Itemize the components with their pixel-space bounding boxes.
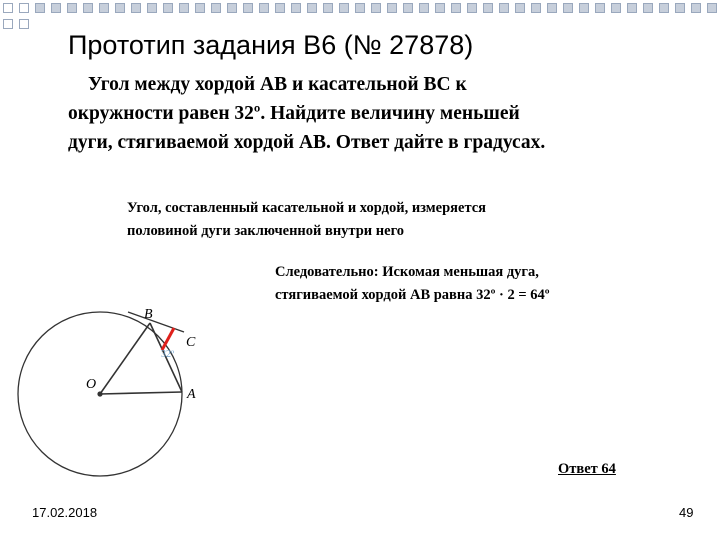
decorative-square [660, 4, 669, 13]
solution-line-1: Следовательно: Искомая меньшая дуга, [275, 264, 539, 280]
angle-label: 32º [161, 349, 175, 360]
decorative-square [612, 4, 621, 13]
decorative-square [404, 4, 413, 13]
decorative-square [68, 4, 77, 13]
decorative-square-row [36, 4, 717, 13]
decorative-square [196, 4, 205, 13]
decorative-square [532, 4, 541, 13]
decorative-square [308, 4, 317, 13]
solution-line-2: стягиваемой хордой AB равна 32º · 2 = 64º [275, 287, 550, 303]
decorative-square [180, 4, 189, 13]
decorative-square [116, 4, 125, 13]
decorative-square [596, 4, 605, 13]
decorative-square [484, 4, 493, 13]
decorative-square [292, 4, 301, 13]
problem-line-3: дуги, стягиваемой хордой AB. Ответ дайте в градусах. [68, 132, 546, 153]
segment-ob [100, 323, 150, 394]
decorative-square [228, 4, 237, 13]
decorative-square [84, 4, 93, 13]
decorative-square [324, 4, 333, 13]
decorative-square [52, 4, 61, 13]
decorative-square [692, 4, 701, 13]
decorative-square [436, 4, 445, 13]
decorative-square [388, 4, 397, 13]
decorative-square [132, 4, 141, 13]
decorative-square [676, 4, 685, 13]
decorative-square [516, 4, 525, 13]
label-o: O [86, 377, 97, 392]
theorem-note [127, 197, 486, 243]
segment-oa [100, 392, 182, 394]
decorative-square [564, 4, 573, 13]
decorative-square [420, 4, 429, 13]
label-c: C [186, 335, 196, 350]
problem-statement [68, 70, 708, 157]
decorative-square [164, 4, 173, 13]
center-point [97, 391, 102, 396]
decorative-square [148, 4, 157, 13]
decorative-square [708, 4, 717, 13]
slide-title: Прототип задания B6 (№ 27878) [68, 30, 474, 60]
solution-text [275, 261, 550, 307]
decorative-square [276, 4, 285, 13]
decorative-square [260, 4, 269, 13]
decorative-square [212, 4, 221, 13]
tangent-bc [128, 312, 184, 332]
decorative-square [36, 4, 45, 13]
geometry-figure [0, 290, 240, 510]
decorative-square [644, 4, 653, 13]
note-line-2: половиной дуги заключенной внутри него [127, 223, 405, 239]
angle-mark [162, 328, 174, 350]
slide-number: 49 [679, 505, 694, 520]
decorative-square [340, 4, 349, 13]
decorative-square [580, 4, 589, 13]
decorative-square [356, 4, 365, 13]
label-b: B [144, 307, 153, 322]
slide-date: 17.02.2018 [32, 505, 98, 520]
decorative-square [244, 4, 253, 13]
decorative-square [468, 4, 477, 13]
answer: Ответ 64 [558, 461, 616, 477]
problem-line-1: Угол между хордой AB и касательной BC к [88, 74, 467, 95]
decorative-square [372, 4, 381, 13]
problem-line-2: окружности равен 32º. Найдите величину меньшей [68, 103, 520, 124]
decorative-square [452, 4, 461, 13]
note-line-1: Угол, составленный касательной и хордой, измеряется [127, 200, 487, 216]
decorative-square [500, 4, 509, 13]
decorative-square [548, 4, 557, 13]
label-a: A [187, 387, 196, 402]
decorative-square [100, 4, 109, 13]
decorative-square [628, 4, 637, 13]
